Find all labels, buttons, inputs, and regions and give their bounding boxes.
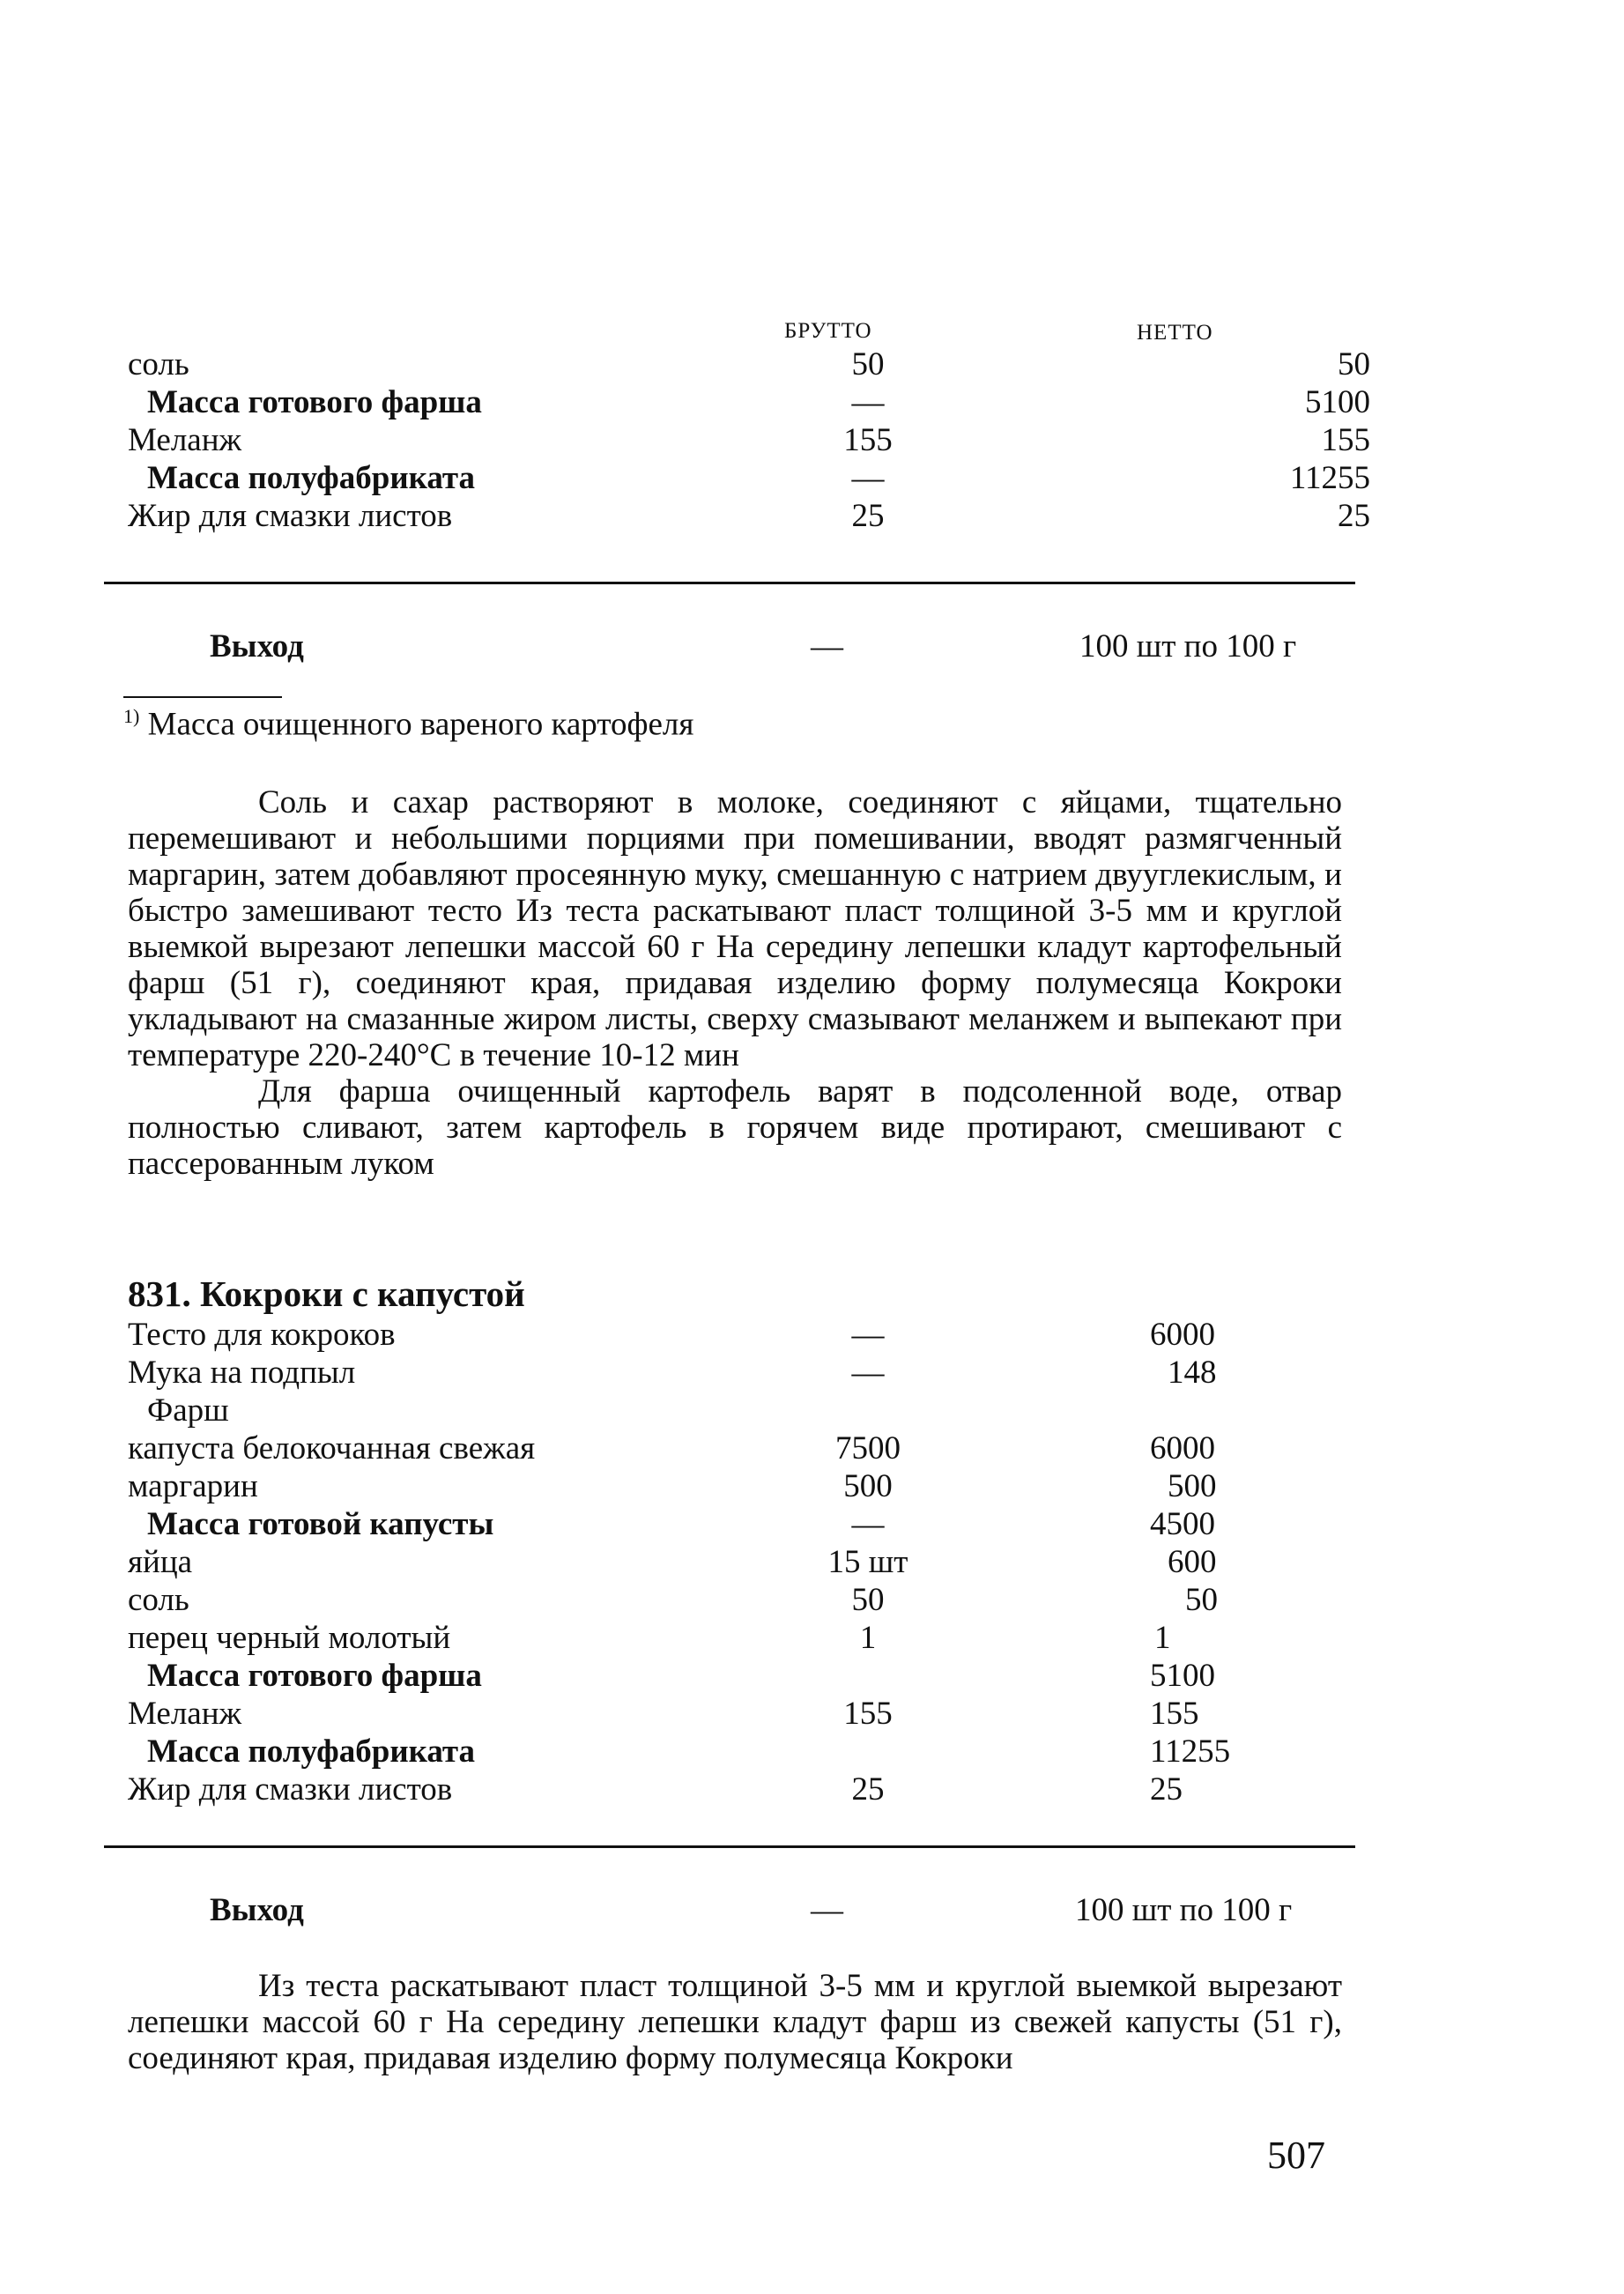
table-row bbox=[128, 1392, 1361, 1429]
table-row bbox=[128, 1582, 1361, 1619]
method-text bbox=[128, 784, 1342, 1182]
yield-netto: 100 шт по 100 г bbox=[1075, 1892, 1293, 1928]
row-netto: 50 bbox=[1185, 1582, 1218, 1618]
footnote-text: Масса очищенного вареного картофеля bbox=[147, 706, 694, 743]
row-netto: 500 bbox=[1168, 1468, 1217, 1504]
yield-label: Выход bbox=[210, 1892, 304, 1928]
yield-label: Выход bbox=[210, 628, 304, 664]
paragraph: Для фарша очищенный картофель варят в подсоленной воде, отвар полностью сливают, затем картофель в горячем виде протирают, смешивают с пассерованным луком bbox=[128, 1073, 1342, 1182]
table-divider bbox=[104, 582, 1355, 584]
footnote bbox=[123, 705, 693, 743]
row-brutto: — bbox=[851, 460, 885, 496]
row-brutto: — bbox=[851, 384, 885, 420]
table-row bbox=[128, 1355, 1361, 1392]
recipe-title: 831. Кокроки с капустой bbox=[128, 1273, 525, 1314]
table-row bbox=[128, 346, 1370, 383]
paragraph: Из теста раскатывают пласт толщиной 3-5 мм и круглой выемкой вырезают лепешки массой 60 г На середину лепешки кладут фарш из свежей капусты (51 г), соединяют края, придавая изделию форму полумесяца Кокроки bbox=[128, 1968, 1342, 2076]
row-brutto: — bbox=[851, 1317, 885, 1353]
footnote-rule bbox=[123, 696, 282, 698]
row-brutto: 25 bbox=[851, 498, 885, 534]
row-netto: 5100 bbox=[1305, 384, 1370, 420]
row-netto: 148 bbox=[1168, 1355, 1217, 1391]
row-label: Жир для смазки листов bbox=[128, 498, 453, 534]
row-brutto: 1 bbox=[859, 1620, 877, 1656]
table-row bbox=[128, 1733, 1361, 1771]
row-brutto: 7500 bbox=[835, 1430, 901, 1466]
row-label: перец черный молотый bbox=[128, 1620, 451, 1656]
row-brutto: 50 bbox=[851, 346, 885, 382]
row-brutto: 155 bbox=[843, 422, 893, 458]
table-row bbox=[128, 1544, 1361, 1581]
row-netto: 155 bbox=[1150, 1696, 1199, 1732]
row-label: Масса полуфабриката bbox=[147, 1733, 476, 1770]
row-label: яйца bbox=[128, 1544, 193, 1580]
row-label: Жир для смазки листов bbox=[128, 1771, 453, 1808]
row-brutto: — bbox=[851, 1506, 885, 1542]
row-label: капуста белокочанная свежая bbox=[128, 1430, 536, 1466]
row-label: Масса готового фарша bbox=[147, 1658, 482, 1694]
row-brutto: 155 bbox=[843, 1696, 893, 1732]
table-row bbox=[128, 422, 1370, 459]
row-netto: 25 bbox=[1150, 1771, 1183, 1808]
table-row bbox=[128, 1317, 1361, 1354]
row-label: соль bbox=[128, 346, 189, 382]
row-label: Масса готовой капусты bbox=[147, 1506, 494, 1542]
row-brutto: 15 шт bbox=[827, 1544, 908, 1580]
header-brutto: БРУТТО bbox=[784, 319, 872, 343]
table-row bbox=[128, 1658, 1361, 1695]
row-netto: 6000 bbox=[1150, 1317, 1215, 1353]
paragraph: Соль и сахар растворяют в молоке, соединяют с яйцами, тщательно перемешивают и небольшими порциями при помешивании, вводят размягченный маргарин, затем добавляют просеянную муку, смешанную с натрием двууглекислым, и быстро замешивают тесто Из теста раскатывают пласт толщиной 3-5 мм и круглой выемкой вырезают лепешки массой 60 г На середину лепешки кладут картофельный фарш (51 г), соединяют края, придавая изделию форму полумесяца Кокроки укладывают на смазанные жиром листы, сверху смазывают меланжем и выпекают при температуре 220-240°С в течение 10-12 мин bbox=[128, 784, 1342, 1073]
row-label: маргарин bbox=[128, 1468, 258, 1504]
table-row bbox=[128, 1506, 1361, 1543]
table-row bbox=[128, 1468, 1361, 1505]
row-label: Тесто для кокроков bbox=[128, 1317, 396, 1353]
table-row bbox=[128, 1771, 1361, 1808]
row-label: Масса готового фарша bbox=[147, 384, 482, 420]
row-brutto: 25 bbox=[851, 1771, 885, 1808]
row-netto: 11255 bbox=[1150, 1733, 1231, 1770]
table-row bbox=[128, 384, 1370, 421]
row-brutto: 500 bbox=[843, 1468, 893, 1504]
row-label: Мука на подпыл bbox=[128, 1355, 356, 1391]
table-row bbox=[128, 1430, 1361, 1467]
table-row bbox=[128, 1696, 1361, 1733]
table-divider bbox=[104, 1845, 1355, 1848]
header-netto: НЕТТО bbox=[1137, 321, 1213, 345]
row-label: соль bbox=[128, 1582, 189, 1618]
yield-brutto: — bbox=[811, 1892, 843, 1928]
row-label: Масса полуфабриката bbox=[147, 460, 476, 496]
yield-brutto: — bbox=[811, 628, 843, 664]
recipe-method-text bbox=[128, 1968, 1342, 2076]
table-row bbox=[128, 460, 1370, 497]
row-netto: 155 bbox=[1321, 422, 1370, 458]
row-netto: 6000 bbox=[1150, 1430, 1215, 1466]
row-netto: 600 bbox=[1168, 1544, 1217, 1580]
row-netto: 11255 bbox=[1289, 460, 1370, 496]
yield-netto: 100 шт по 100 г bbox=[1079, 628, 1297, 664]
footnote-marker: 1) bbox=[123, 705, 140, 727]
row-label: Фарш bbox=[147, 1392, 229, 1429]
row-netto: 1 bbox=[1154, 1620, 1171, 1656]
row-netto: 5100 bbox=[1150, 1658, 1215, 1694]
row-netto: 4500 bbox=[1150, 1506, 1215, 1542]
row-netto: 25 bbox=[1338, 498, 1370, 534]
row-netto: 50 bbox=[1338, 346, 1370, 382]
table-row bbox=[128, 1620, 1361, 1657]
row-label: Меланж bbox=[128, 1696, 242, 1732]
row-label: Меланж bbox=[128, 422, 242, 458]
page-number: 507 bbox=[1267, 2134, 1325, 2177]
table-row bbox=[128, 498, 1370, 535]
row-brutto: 50 bbox=[851, 1582, 885, 1618]
row-brutto: — bbox=[851, 1355, 885, 1391]
